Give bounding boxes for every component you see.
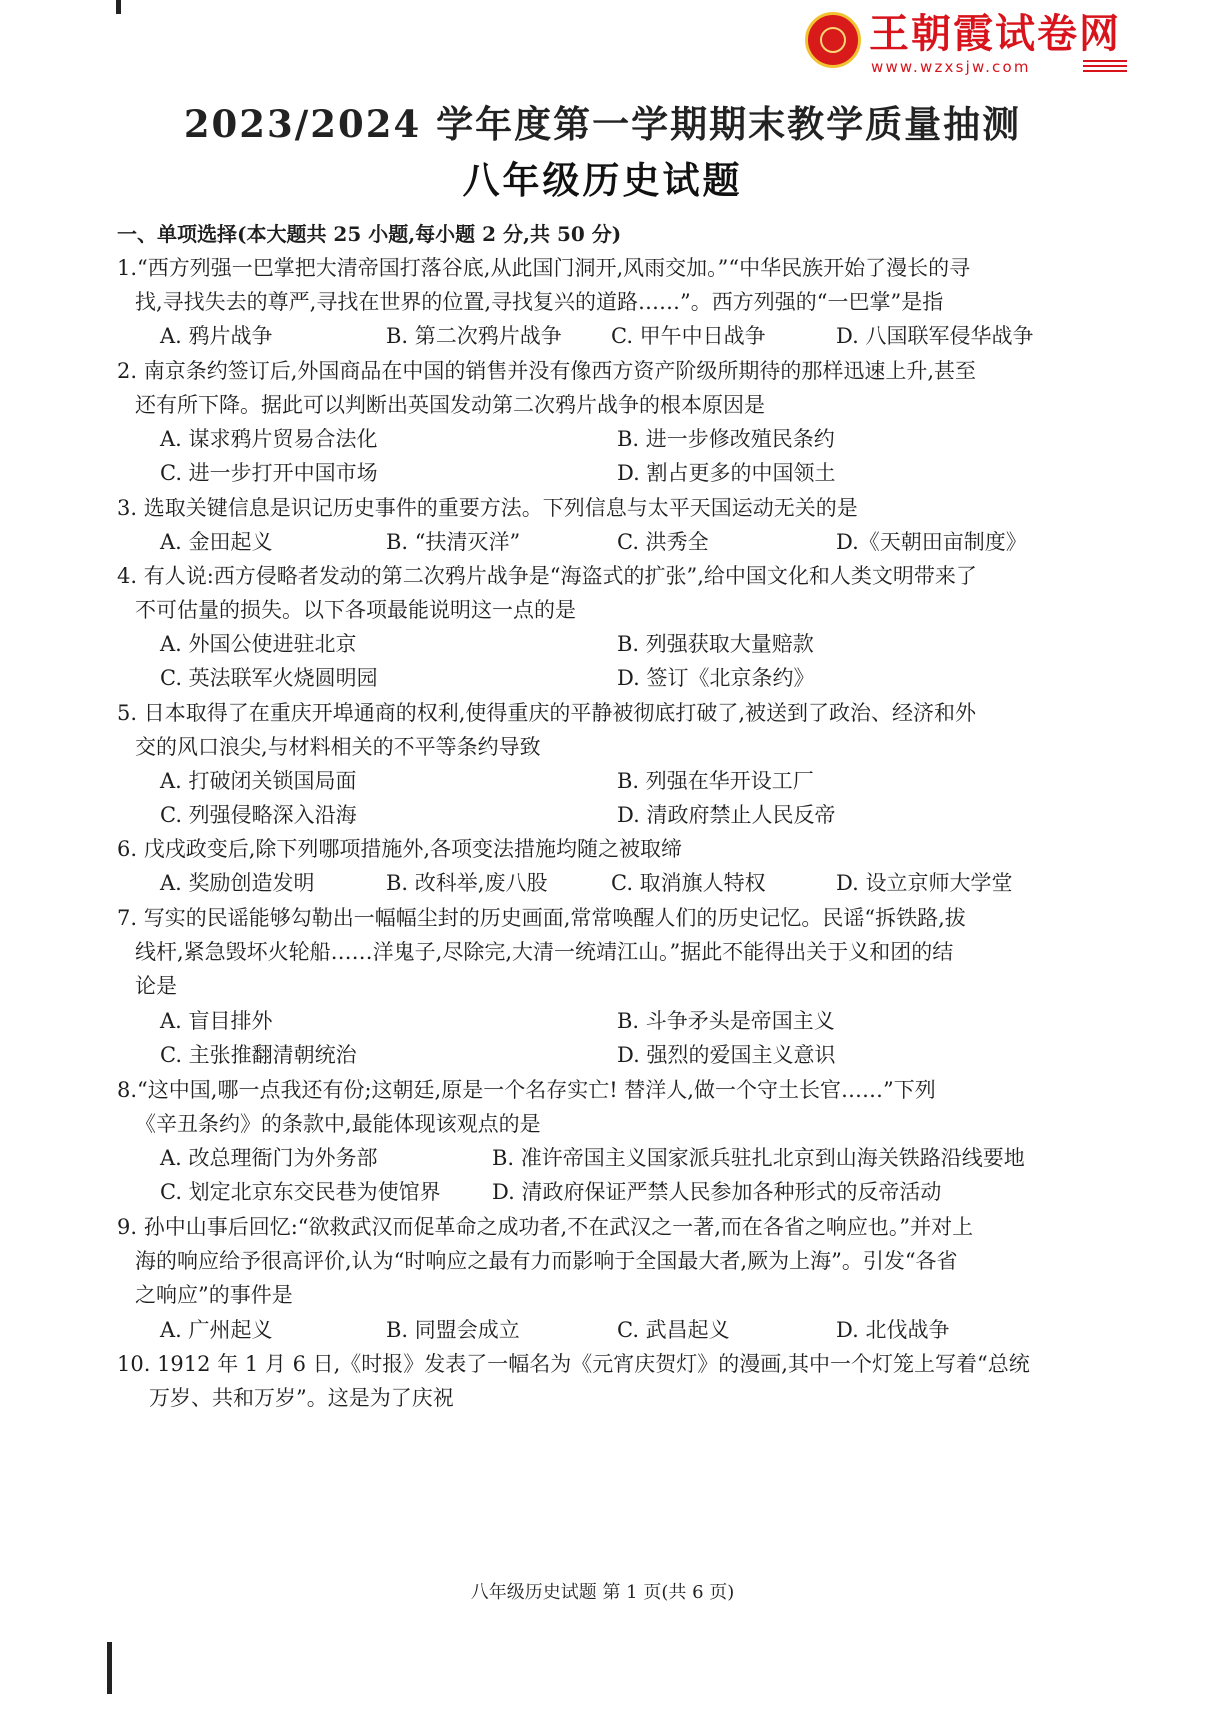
question-4-stem-line: 4. 有人说:西方侵略者发动的第二次鸦片战争是“海盗式的扩张”,给中国文化和人类文明带来了 [117, 564, 977, 588]
question-3-option-A: A. 金田起义 [160, 530, 273, 554]
question-6-option-A: A. 奖励创造发明 [160, 871, 315, 895]
question-5-stem-line: 5. 日本取得了在重庆开埠通商的权利,使得重庆的平静被彻底打破了,被送到了政治、经济和外 [117, 701, 977, 725]
question-3-option-B: B. “扶清灭洋” [386, 530, 521, 554]
question-8-stem-line: 8.“这中国,哪一点我还有份;这朝廷,原是一个名存实亡! 替洋人,做一个守土长官……”下列 [117, 1078, 936, 1102]
question-8-stem-line: 《辛丑条约》的条款中,最能体现该观点的是 [135, 1112, 541, 1136]
question-9-stem-line: 之响应”的事件是 [135, 1283, 293, 1307]
question-2-option-B: B. 进一步修改殖民条约 [617, 427, 835, 451]
question-3-option-D: D.《天朝田亩制度》 [836, 530, 1027, 554]
site-logo [805, 10, 1135, 80]
question-4-stem-line: 不可估量的损失。以下各项最能说明这一点的是 [135, 598, 576, 622]
question-2-stem-line: 还有所下降。据此可以判断出英国发动第二次鸦片战争的根本原因是 [135, 393, 765, 417]
question-8-option-D: D. 清政府保证严禁人民参加各种形式的反帝活动 [492, 1180, 942, 1204]
question-6-option-C: C. 取消旗人特权 [611, 871, 766, 895]
question-2-option-A: A. 谋求鸦片贸易合法化 [160, 427, 378, 451]
question-10-stem-line: 10. 1912 年 1 月 6 日,《时报》发表了一幅名为《元宵庆贺灯》的漫画,其中一个灯笼上写着“总统 [117, 1352, 1030, 1376]
question-4-option-B: B. 列强获取大量赔款 [617, 632, 814, 656]
logo-url: www.wzxsjw.com [871, 58, 1031, 76]
scan-mark-bottom [107, 1642, 112, 1694]
question-3-stem-line: 3. 选取关键信息是识记历史事件的重要方法。下列信息与太平天国运动无关的是 [117, 496, 858, 520]
question-9-option-A: A. 广州起义 [160, 1318, 273, 1342]
question-7-stem-line: 7. 写实的民谣能够勾勒出一幅幅尘封的历史画面,常常唤醒人们的历史记忆。民谣“拆铁路,拔 [117, 906, 966, 930]
logo-name: 王朝霞试卷网 [869, 11, 1121, 57]
page-footer: 八年级历史试题 第 1 页(共 6 页) [470, 1582, 735, 1603]
question-5-option-A: A. 打破闭关锁国局面 [160, 769, 357, 793]
question-9-option-C: C. 武昌起义 [617, 1318, 730, 1342]
question-7-option-A: A. 盲目排外 [160, 1009, 273, 1033]
question-5-option-C: C. 列强侵略深入沿海 [160, 803, 357, 827]
question-1-option-C: C. 甲午中日战争 [611, 324, 766, 348]
question-7-option-C: C. 主张推翻清朝统治 [160, 1043, 357, 1067]
question-9-stem-line: 海的响应给予很高评价,认为“时响应之最有力而影响于全国最大者,厥为上海”。引发“各省 [135, 1249, 958, 1273]
question-1-stem-line: 找,寻找失去的尊严,寻找在世界的位置,寻找复兴的道路……”。西方列强的“一巴掌”是指 [135, 290, 944, 314]
question-2-option-D: D. 割占更多的中国领土 [617, 461, 836, 485]
question-5-option-B: B. 列强在华开设工厂 [617, 769, 814, 793]
question-6-option-B: B. 改科举,废八股 [386, 871, 548, 895]
question-7-stem-line: 论是 [135, 974, 177, 998]
exam-subtitle: 八年级历史试题 [462, 159, 743, 202]
question-9-stem-line: 9. 孙中山事后回忆:“欲救武汉而促革命之成功者,不在武汉之一著,而在各省之响应也。”并对上 [117, 1215, 974, 1239]
question-8-option-B: B. 准许帝国主义国家派兵驻扎北京到山海关铁路沿线要地 [492, 1146, 1025, 1170]
question-5-stem-line: 交的风口浪尖,与材料相关的不平等条约导致 [135, 735, 541, 759]
question-4-option-A: A. 外国公使进驻北京 [160, 632, 357, 656]
scan-mark-top [116, 0, 121, 14]
question-5-option-D: D. 清政府禁止人民反帝 [617, 803, 836, 827]
seal-icon [805, 12, 861, 68]
question-1-stem-line: 1.“西方列强一巴掌把大清帝国打落谷底,从此国门洞开,风雨交加。”“中华民族开始了漫长的寻 [117, 256, 971, 280]
question-2-option-C: C. 进一步打开中国市场 [160, 461, 378, 485]
logo-decoration [1083, 60, 1127, 74]
section-heading: 一、单项选择(本大题共 25 小题,每小题 2 分,共 50 分) [117, 222, 622, 246]
question-7-option-B: B. 斗争矛头是帝国主义 [617, 1009, 835, 1033]
exam-title: 2023/2024 学年度第一学期期末教学质量抽测 [183, 102, 1022, 146]
question-6-option-D: D. 设立京师大学堂 [836, 871, 1013, 895]
question-9-option-B: B. 同盟会成立 [386, 1318, 520, 1342]
question-2-stem-line: 2. 南京条约签订后,外国商品在中国的销售并没有像西方资产阶级所期待的那样迅速上升,甚至 [117, 359, 977, 383]
question-1-option-D: D. 八国联军侵华战争 [836, 324, 1034, 348]
question-8-option-C: C. 划定北京东交民巷为使馆界 [160, 1180, 441, 1204]
question-3-option-C: C. 洪秀全 [617, 530, 709, 554]
question-6-stem-line: 6. 戊戌政变后,除下列哪项措施外,各项变法措施均随之被取缔 [117, 837, 683, 861]
question-1-option-B: B. 第二次鸦片战争 [386, 324, 562, 348]
question-7-stem-line: 线杆,紧急毁坏火轮船……洋鬼子,尽除完,大清一统靖江山。”据此不能得出关于义和团的结 [135, 940, 954, 964]
question-4-option-D: D. 签订《北京条约》 [617, 666, 815, 690]
question-9-option-D: D. 北伐战争 [836, 1318, 950, 1342]
question-10-stem-line: 万岁、共和万岁”。这是为了庆祝 [149, 1386, 454, 1410]
question-7-option-D: D. 强烈的爱国主义意识 [617, 1043, 836, 1067]
question-8-option-A: A. 改总理衙门为外务部 [160, 1146, 378, 1170]
question-1-option-A: A. 鸦片战争 [160, 324, 273, 348]
question-4-option-C: C. 英法联军火烧圆明园 [160, 666, 378, 690]
